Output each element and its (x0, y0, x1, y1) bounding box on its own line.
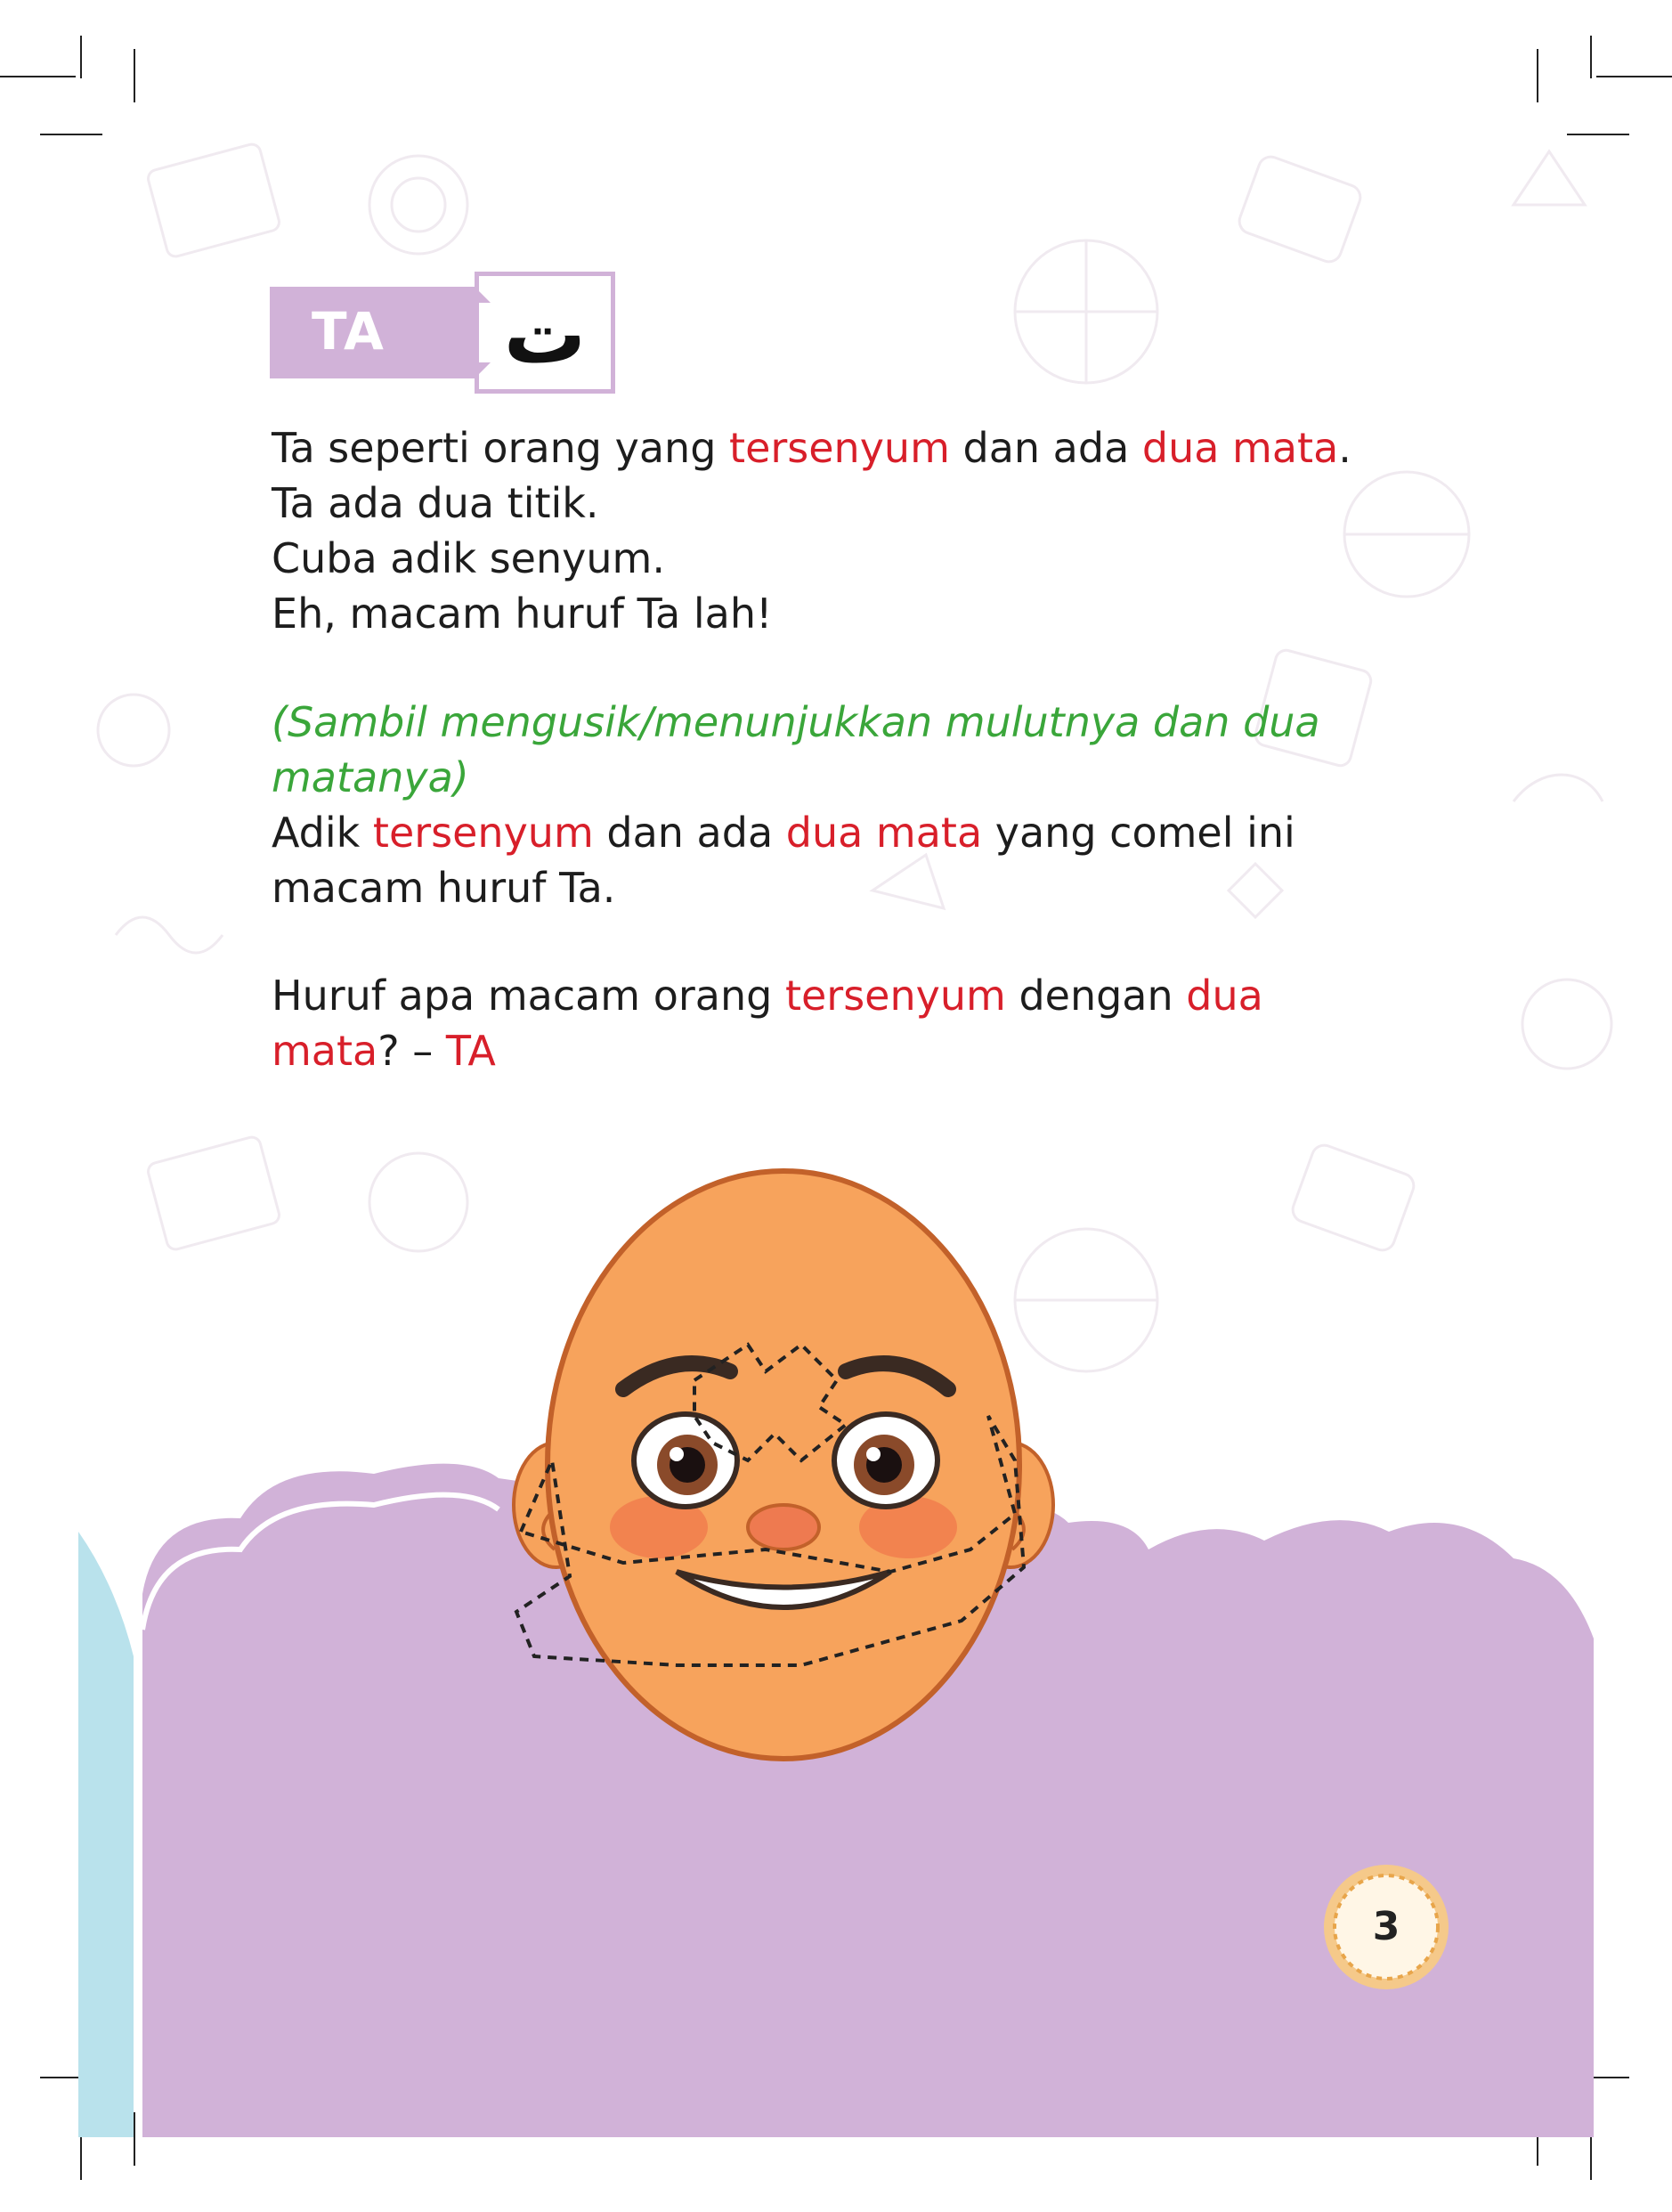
text-line: Cuba adik senyum. (272, 534, 665, 582)
head (548, 1171, 1019, 1759)
highlight-word: dua mata (785, 809, 983, 857)
text-line: Eh, macam huruf Ta lah! (272, 590, 773, 638)
text-span: dan ada (949, 424, 1142, 472)
arabic-letter: ت (503, 287, 587, 382)
text-span: yang comel ini macam huruf Ta. (272, 809, 1295, 912)
text-span: ? – (377, 1027, 446, 1075)
text-span: dan ada (593, 809, 786, 857)
highlight-word: tersenyum (784, 972, 1006, 1020)
text-span: Huruf apa macam orang (272, 972, 785, 1020)
highlight-word: dua mata (272, 972, 1263, 1075)
text-span: Ta seperti orang yang (272, 424, 730, 472)
page-number: 3 (1372, 1904, 1400, 1949)
highlight-word: dua mata (1141, 424, 1339, 472)
text-span: Adik (272, 809, 373, 857)
highlight-word: tersenyum (372, 809, 594, 857)
instruction-note: (Sambil mengusik/menunjukkan mulutnya dan dua matanya) (272, 698, 1320, 801)
blue-side-strip (78, 1532, 134, 2137)
page-number-badge (1321, 1862, 1451, 1992)
nose (748, 1505, 819, 1549)
text-line: Ta ada dua titik. (272, 479, 599, 527)
answer-word: TA (445, 1027, 496, 1075)
page-title: TA (312, 301, 385, 362)
text-span: dengan (1005, 972, 1187, 1020)
text-span: . (1338, 424, 1351, 472)
highlight-word: tersenyum (729, 424, 950, 472)
